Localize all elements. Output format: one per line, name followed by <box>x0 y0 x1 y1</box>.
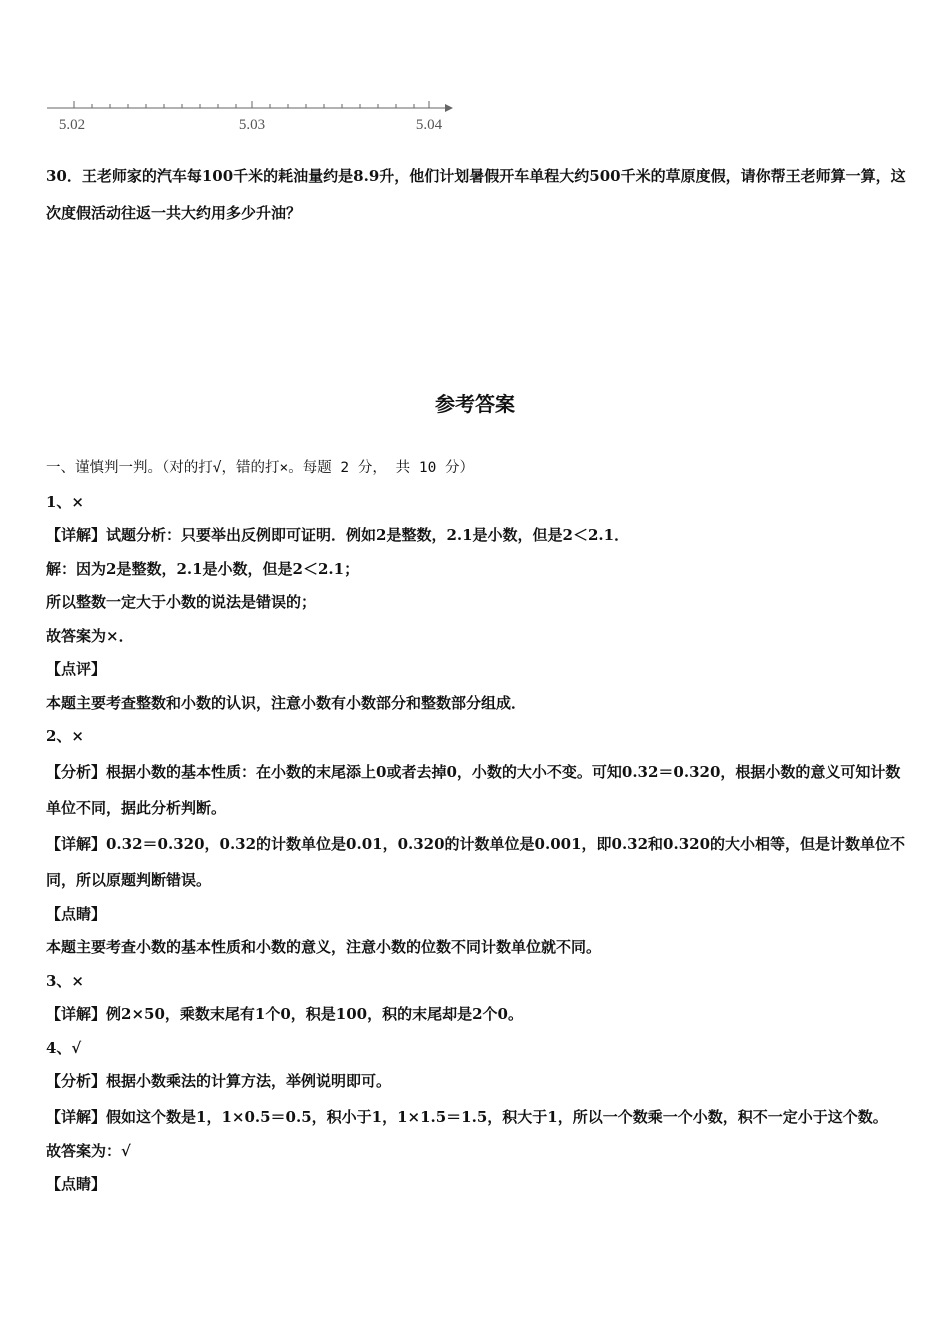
answer-number: 1、× <box>46 492 85 511</box>
answer-body <box>46 452 908 1202</box>
answer-line: 所以整数一定大于小数的说法是错误的； <box>46 593 317 611</box>
number-line-label-2: 5.03 <box>238 117 266 133</box>
answer-number: 4、√ <box>46 1038 82 1057</box>
number-line-figure <box>45 96 455 136</box>
question-30: 30．王老师家的汽车每100千米的耗油量约是8.9升，他们计划暑假开车单程大约500千米的草原度假，请你帮王老师算一算，这次度假活动往返一共大约用多少升油？ <box>46 167 906 222</box>
answer-line: 【点评】 <box>46 660 107 678</box>
answer-line: 故答案为×． <box>46 626 134 645</box>
answer-section-title: 参考答案 <box>435 392 515 416</box>
answer-line: 【详解】0.32＝0.320，0.32的计数单位是0.01，0.320的计数单位是0.001，即0.32和0.320的大小相等，但是计数单位不同，所以原题判断错误。 <box>46 834 906 889</box>
answer-line: 【详解】假如这个数是1，1×0.5＝0.5，积小于1，1×1.5＝1.5，积大于1，所以一个数乘一个小数，积不一定小于这个数。 <box>46 1107 888 1126</box>
answer-number: 2、× <box>46 727 85 745</box>
number-line-ticks <box>74 101 429 108</box>
answer-line: 故答案为：√ <box>46 1141 131 1160</box>
answer-line: 【分析】根据小数乘法的计算方法，举例说明即可。 <box>46 1072 392 1090</box>
number-line-label-1: 5.02 <box>58 117 86 133</box>
answer-line: 本题主要考查整数和小数的认识，注意小数有小数部分和整数部分组成． <box>46 693 527 712</box>
answer-line: 【详解】例2×50，乘数末尾有1个0，积是100，积的末尾却是2个0。 <box>46 1005 523 1023</box>
section-heading: 一、谨慎判一判。（对的打√，错的打×。每题 2 分， 共 10 分） <box>46 460 475 476</box>
number-line-arrow <box>445 104 453 112</box>
answer-number: 3、× <box>46 971 85 990</box>
answer-line: 【详解】试题分析：只要举出反例即可证明．例如2是整数，2.1是小数，但是2＜2.1． <box>46 526 630 544</box>
answer-line: 本题主要考查小数的基本性质和小数的意义，注意小数的位数不同计数单位就不同。 <box>46 938 602 956</box>
answer-line: 【点睛】 <box>46 904 107 923</box>
answer-line: 【点睛】 <box>46 1175 107 1193</box>
answer-line: 解：因为2是整数，2.1是小数，但是2＜2.1； <box>46 559 360 578</box>
number-line-label-3: 5.04 <box>415 117 443 133</box>
answer-line: 【分析】根据小数的基本性质：在小数的末尾添上0或者去掉0，小数的大小不变。可知0.32＝0.320，根据小数的意义可知计数单位不同，据此分析判断。 <box>46 762 901 817</box>
